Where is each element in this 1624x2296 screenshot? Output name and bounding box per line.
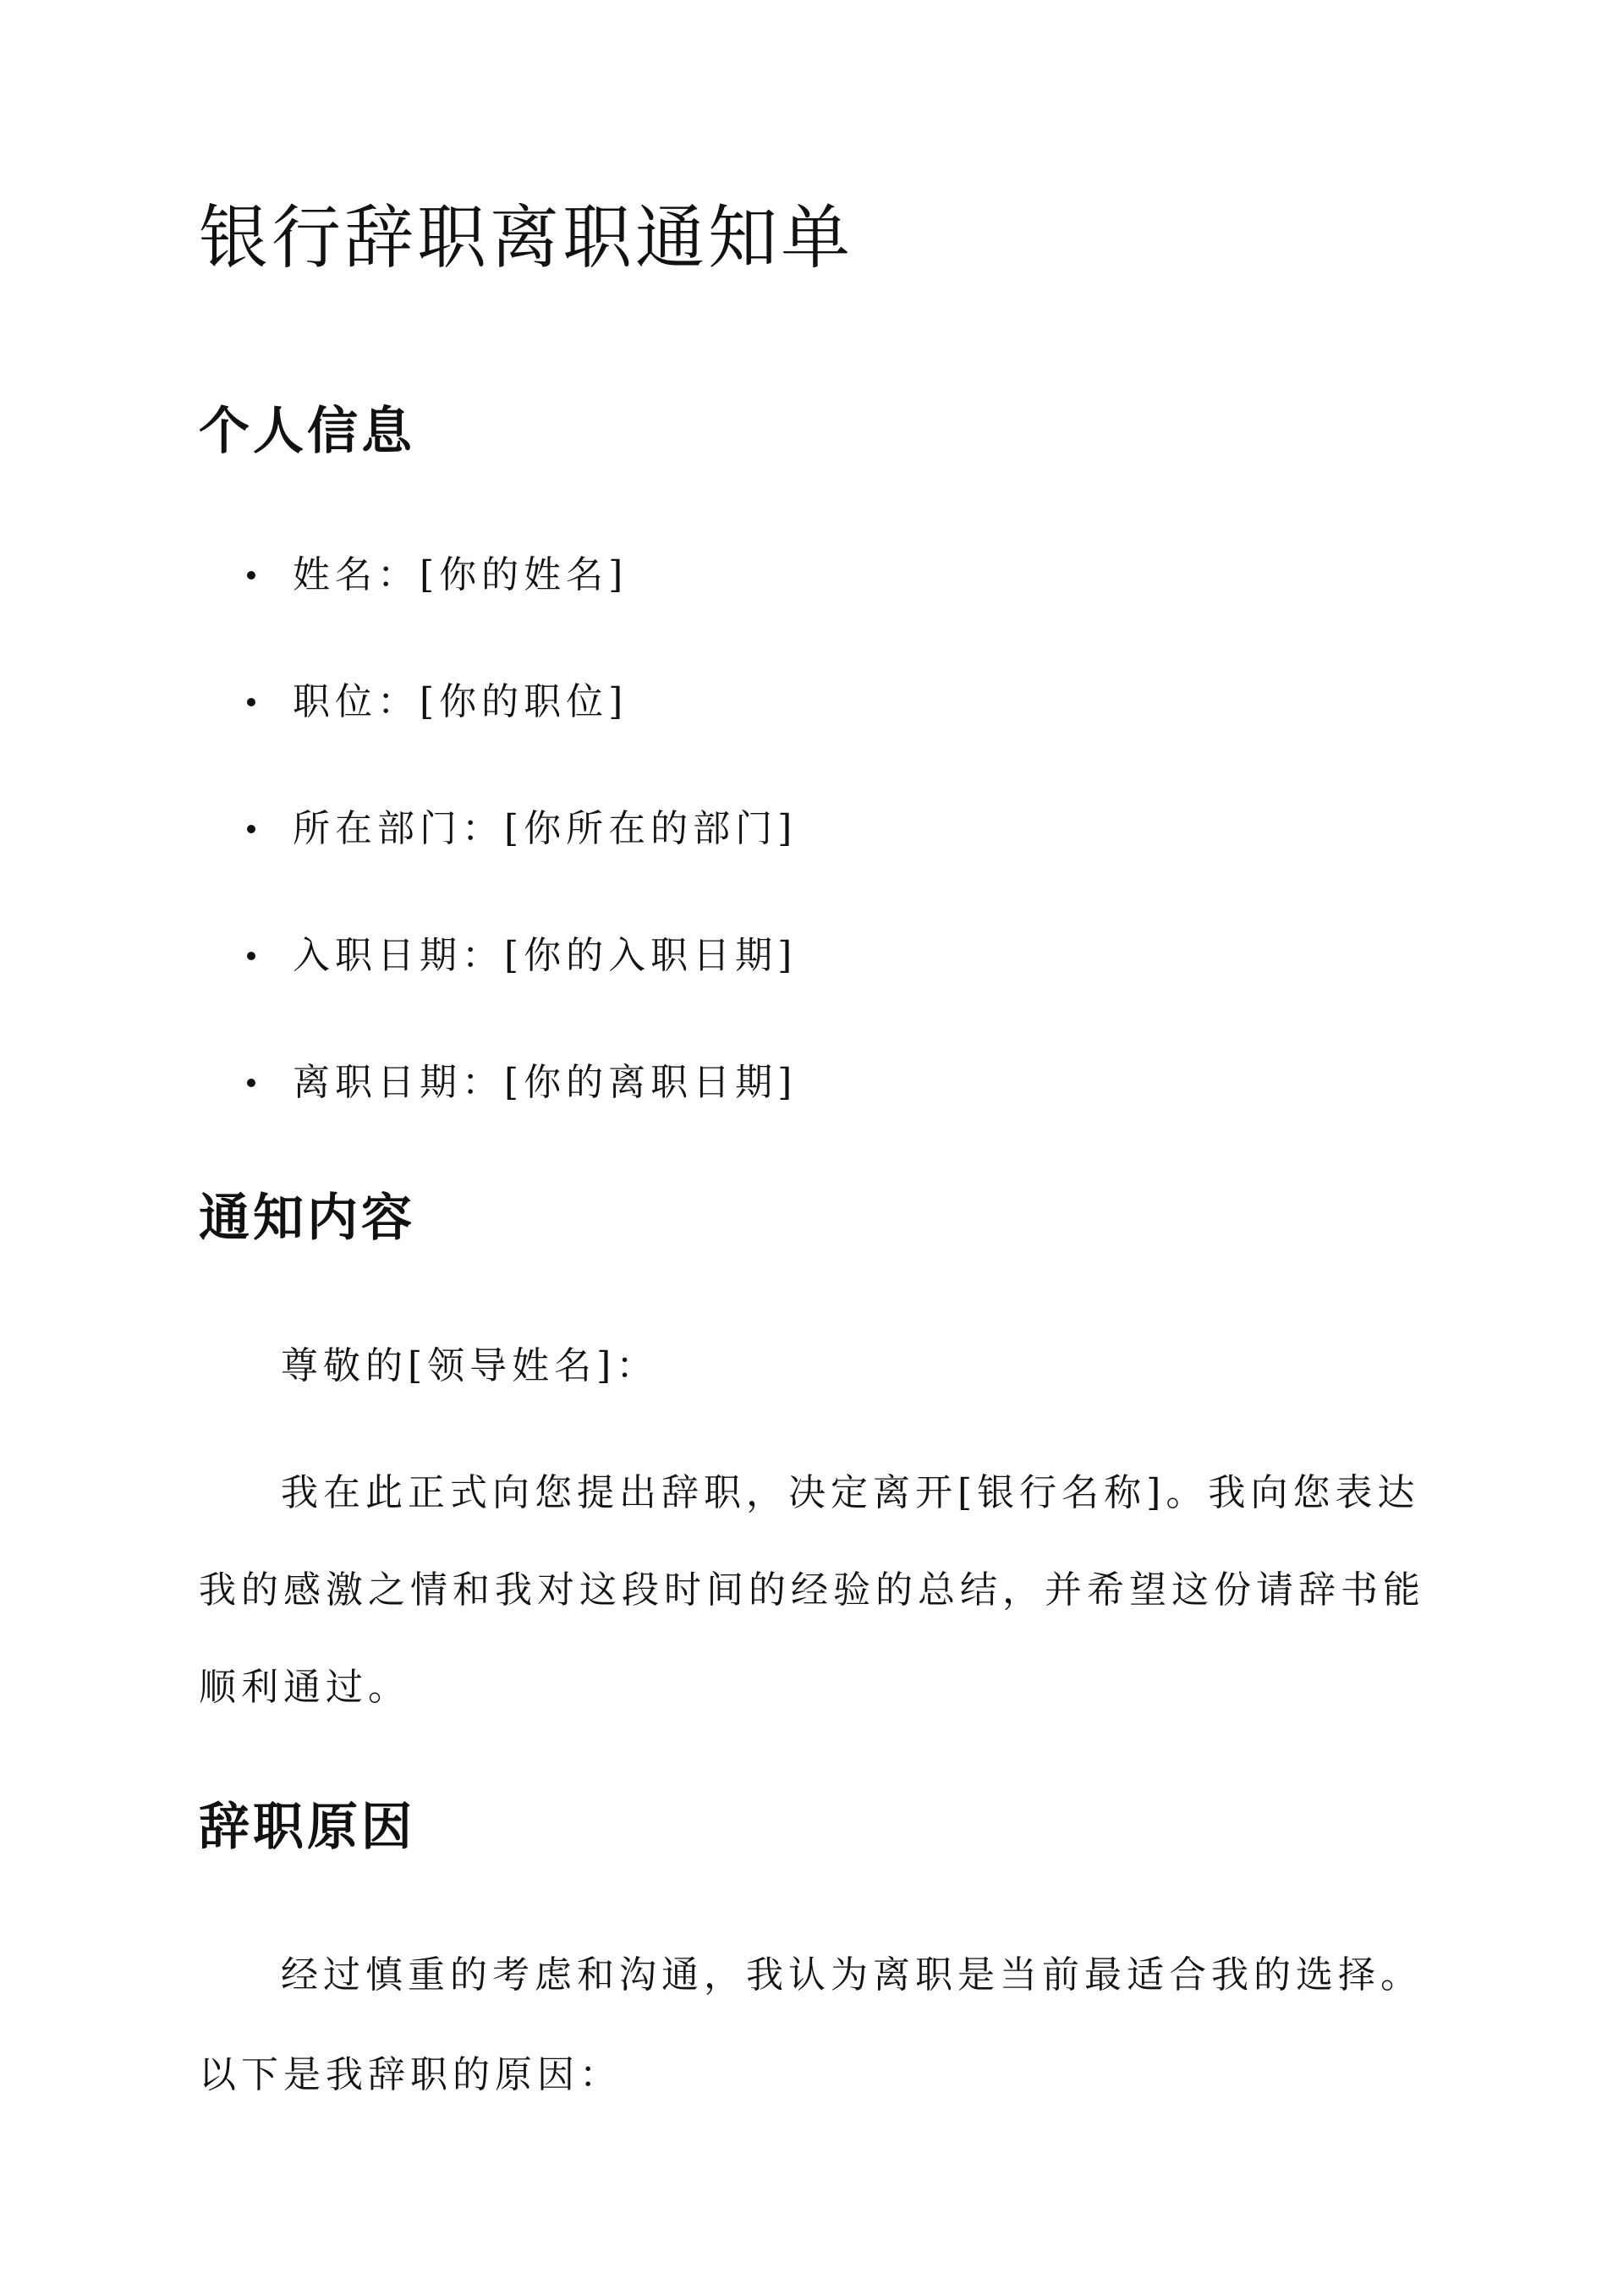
reason-body-line: 以下是我辞职的原因： [199, 2053, 622, 2096]
notice-body-line: 我的感激之情和我对这段时间的经验的总结，并希望这份请辞书能 [199, 1568, 1425, 1612]
document-title: 银行辞职离职通知单 [199, 198, 854, 278]
section-heading-personal-info: 个人信息 [199, 402, 415, 461]
bullet-icon [247, 952, 255, 960]
list-item-text: 姓名：[你的姓名] [293, 553, 628, 596]
bullet-icon [247, 825, 255, 833]
reason-body-line: 经过慎重的考虑和沟通，我认为离职是当前最适合我的选择。 [281, 1953, 1423, 1997]
list-item-text: 入职日期：[你的入职日期] [293, 934, 798, 977]
list-item-text: 职位：[你的职位] [293, 680, 628, 723]
list-item [247, 799, 1262, 859]
notice-body-line: 我在此正式向您提出辞职，决定离开[银行名称]。我向您表达 [281, 1471, 1420, 1514]
list-item-text: 所在部门：[你所在的部门] [293, 807, 798, 850]
list-item-text: 离职日期：[你的离职日期] [293, 1061, 798, 1104]
section-heading-reason: 辞职原因 [199, 1798, 415, 1857]
section-heading-notice: 通知内容 [199, 1189, 415, 1248]
salutation-text: 尊敬的[领导姓名]： [281, 1344, 659, 1387]
list-item [247, 546, 1262, 605]
list-item [247, 926, 1262, 986]
bullet-icon [247, 1079, 255, 1087]
bullet-icon [247, 698, 255, 706]
list-item [247, 673, 1262, 732]
bullet-icon [247, 571, 255, 579]
notice-body-line: 顺利通过。 [199, 1666, 410, 1709]
list-item [247, 1053, 1262, 1112]
